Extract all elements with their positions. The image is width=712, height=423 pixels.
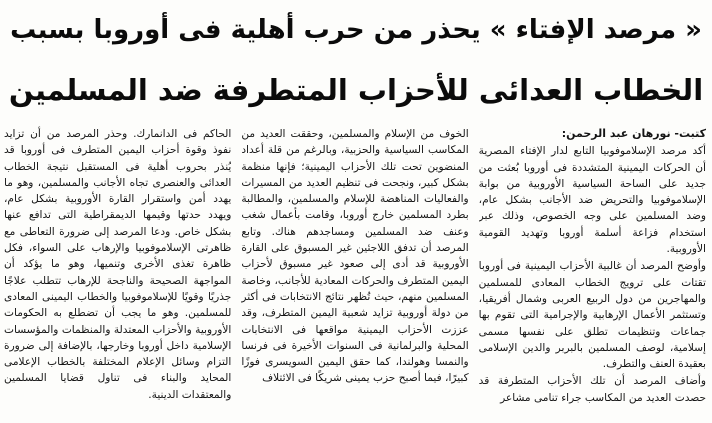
headline-line-2: الخطاب العدائى للأحزاب المتطرفة ضد المسلمين xyxy=(8,73,704,107)
paragraph: الخوف من الإسلام والمسلمين، وحققت العديد من المكاسب السياسية والحزبية، وبالرغم من قلة أعداد المنضوين تحت تلك الأحزاب اليمينية؛ فإنها منظمة بشكل كبير، ونجحت فى تنظيم العديد من المسيرات والفعاليات المناهضة للإسلام والمسلمين، والمطالبة بطرد المسلمين خارج أوروبا، وقامت بأعمال شغب وعنف ضد المسلمين ومساجدهم هناك. وتابع المرصد أن تدفق اللاجئين غير المسبوق على القارة الأوروبية قد أدى إلى صعود غير مسبوق لأحزاب اليمين المتطرف والحركات المعادية للأجانب، وخاصة المسلمين منهم، حيث تُظهر نتائج الانتخابات فى أكثر من دولة أوروبية تزايد شعبية اليمين المتطرف، وقد عززت الأحزاب اليمينية مواقعها فى الانتخابات المحلية والبرلمانية فى السنوات الأخيرة فى فرنسا والنمسا وهولندا، كما حقق اليمين السويسرى فوزًا كبيرًا، فيما أصبح حزب يمينى شريكًا فى الائتلاف xyxy=(241,128,469,385)
paragraph: وأضاف المرصد أن تلك الأحزاب المتطرفة قد حصدت العديد من المكاسب جراء تنامى مشاعر xyxy=(478,375,706,404)
paragraph: أكد مرصد الإسلاموفوبيا التابع لدار الإفتاء المصرية أن الحركات اليمينية المتشددة فى أوروبا بُعثت من جديد على الساحة السياسية الأوروبية من بوابة الإسلاموفوبيا والتحريض ضد الأجانب بشكل عام، وضد المسلمين على وجه الخصوص، وذلك عبر استخدام فزاعة أسلمة أوروبا وتهديد القومية الأوروبية. xyxy=(478,145,706,256)
headline-line-1: « مرصد الإفتاء » يحذر من حرب أهلية فى أوروبا بسبب xyxy=(10,15,702,45)
article-body xyxy=(4,126,706,421)
paragraph: وأوضح المرصد أن غالبية الأحزاب اليمينية فى أوروبا تقتات على ترويج الخطاب المعادى للمسلمين والمهاجرين من دول الربيع العربى وشمال أفريقيا، وتستثمر الأعمال الإرهابية والإجرامية التى تقوم بها جماعات وتنظيمات تطلق على نفسها مسمى إسلامية، لوصف المسلمين بالبربر والدين الإسلامى بعقيدة العنف والتطرف. xyxy=(478,260,706,371)
article-column-2 xyxy=(241,126,468,421)
article-headline xyxy=(6,4,706,122)
article-column-1 xyxy=(479,126,706,421)
paragraph: الحاكم فى الدانمارك. وحذر المرصد من أن تزايد نفوذ وقوة أحزاب اليمين المتطرف فى أوروبا قد يُنذر بحروب أهلية فى المستقبل نتيجة الخطاب العدائى والعنصرى تجاه الأجانب والمسلمين، وهو ما يهدد أمن واستقرار القارة الأوروبية بشكل عام، ويهدد حدتها وقيمها الديمقراطية التى تدافع عنها بشكل خاص. ودعا المرصد إلى ضرورة التعاطى مع ظاهرتى الإسلاموفوبيا والإرهاب على السواء، فكل ظاهرة تغذى الأخرى وتنميها، وهو ما يؤكد أن المواجهة الصحيحة والناجحة للإرهاب تتطلب علاجًا جذريًا وقويًا للإسلاموفوبيا والخطاب اليمينى المعادى للمسلمين. وهو ما يجب أن تضطلع به الحكومات الأوروبية والأحزاب المعتدلة والمنظمات والمؤسسات الإسلامية داخل أوروبا وخارجها، بالإضافة إلى ضرورة التزام وسائل الإعلام المختلفة بالخطاب الإعلامى المحايد والبناء فى تناول قضايا المسلمين والمعتقدات الدينية. xyxy=(4,128,232,401)
byline: كتبت- نورهان عبد الرحمن: xyxy=(561,127,706,140)
article-column-3 xyxy=(4,126,231,421)
